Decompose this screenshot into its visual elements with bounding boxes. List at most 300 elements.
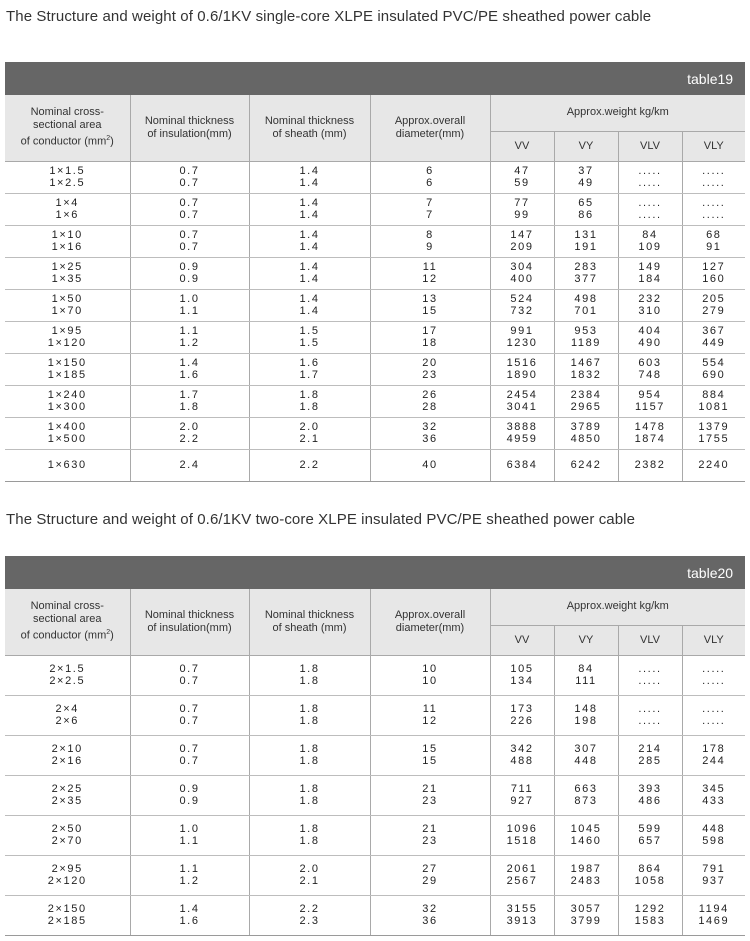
- header-nominal-cross-section: Nominal cross- sectional area of conductor $(mm^2)$: [5, 95, 130, 161]
- cell-value: .....: [702, 715, 726, 727]
- cell-vy: [554, 225, 618, 257]
- cell-value: 1×10: [51, 229, 83, 241]
- cell-value: 1.8: [299, 823, 320, 835]
- cell-sheath: [249, 655, 370, 695]
- cell-value: 8: [426, 229, 434, 241]
- cell-value: 1.4: [299, 165, 320, 177]
- cell-value: 1×120: [47, 337, 87, 349]
- cell-vly: [682, 257, 745, 289]
- cell-ins: [130, 257, 249, 289]
- cell-value: 2061: [506, 863, 538, 875]
- cell-vy: [554, 353, 618, 385]
- cell-value: 26: [422, 389, 438, 401]
- cell-value: 2.0: [299, 421, 320, 433]
- cell-vv: [490, 449, 554, 481]
- cell-sheath: [249, 417, 370, 449]
- cell-vv: [490, 815, 554, 855]
- cell-value: 84: [578, 663, 594, 675]
- cell-value: 524: [510, 293, 534, 305]
- table-label: table20: [5, 556, 745, 589]
- cell-value: 99: [514, 209, 530, 221]
- cell-value: 1.2: [179, 875, 200, 887]
- cell-value: 884: [702, 389, 726, 401]
- cell-size: [5, 417, 130, 449]
- cell-value: 21: [422, 783, 438, 795]
- cell-value: 307: [574, 743, 598, 755]
- cell-value: 1.4: [179, 357, 200, 369]
- cell-value: 1.8: [299, 663, 320, 675]
- cell-value: 2×150: [47, 903, 87, 915]
- cell-value: 36: [422, 433, 438, 445]
- header-vy: VY: [554, 625, 618, 655]
- cell-value: 1.5: [299, 325, 320, 337]
- cell-vv: [490, 193, 554, 225]
- cell-dia: [370, 895, 490, 935]
- cell-value: 1×500: [47, 433, 87, 445]
- cell-value: 1.8: [299, 401, 320, 413]
- cell-value: 1×25: [51, 261, 83, 273]
- cell-size: [5, 655, 130, 695]
- cell-dia: [370, 193, 490, 225]
- cell-value: 0.9: [179, 261, 200, 273]
- cell-value: 2×1.5: [49, 663, 86, 675]
- cell-value: 2.2: [299, 459, 320, 471]
- cell-value: 226: [510, 715, 534, 727]
- cell-size: [5, 895, 130, 935]
- cell-value: .....: [702, 197, 726, 209]
- cell-value: 214: [638, 743, 662, 755]
- cell-sheath: [249, 321, 370, 353]
- cell-value: 1.5: [299, 337, 320, 349]
- cell-value: 2.0: [299, 863, 320, 875]
- cell-value: 0.9: [179, 795, 200, 807]
- cell-value: 1×16: [51, 241, 83, 253]
- cell-ins: [130, 193, 249, 225]
- cell-value: 40: [422, 459, 438, 471]
- cell-value: 0.7: [179, 675, 200, 687]
- cell-value: 2382: [634, 459, 666, 471]
- cell-value: 448: [702, 823, 726, 835]
- cell-value: .....: [702, 675, 726, 687]
- cell-vlv: [618, 385, 682, 417]
- table-row: [5, 289, 745, 321]
- cell-value: 1.6: [179, 915, 200, 927]
- cell-value: 279: [702, 305, 726, 317]
- cell-value: 7: [426, 209, 434, 221]
- header-vly: VLY: [682, 625, 745, 655]
- cell-value: 1.2: [179, 337, 200, 349]
- cell-value: 1.8: [299, 715, 320, 727]
- table-row: [5, 855, 745, 895]
- cell-vly: [682, 655, 745, 695]
- cell-size: [5, 161, 130, 193]
- cell-value: 3888: [506, 421, 538, 433]
- header-overall-diameter: Approx.overall diameter(mm): [370, 589, 490, 655]
- cell-vy: [554, 289, 618, 321]
- cell-value: 86: [578, 209, 594, 221]
- cell-vly: [682, 775, 745, 815]
- cell-value: 1.4: [299, 305, 320, 317]
- cell-value: 15: [422, 305, 438, 317]
- header-approx-weight: Approx.weight kg/km: [490, 95, 745, 131]
- cell-value: 1.1: [179, 325, 200, 337]
- cell-value: 0.7: [179, 165, 200, 177]
- cell-value: 0.9: [179, 783, 200, 795]
- cell-sheath: [249, 895, 370, 935]
- cell-vy: [554, 321, 618, 353]
- cell-ins: [130, 225, 249, 257]
- cell-value: 127: [702, 261, 726, 273]
- cell-value: 1.4: [299, 241, 320, 253]
- cell-value: 1.4: [299, 261, 320, 273]
- cell-vy: [554, 815, 618, 855]
- cell-value: 17: [422, 325, 438, 337]
- cell-value: 1.4: [299, 273, 320, 285]
- cell-value: 0.7: [179, 209, 200, 221]
- table-row: [5, 655, 745, 695]
- cell-value: 0.7: [179, 663, 200, 675]
- cell-value: 2567: [506, 875, 538, 887]
- header-vlv: VLV: [618, 625, 682, 655]
- cell-value: 111: [575, 675, 597, 687]
- cell-value: 0.7: [179, 177, 200, 189]
- table-row: [5, 815, 745, 855]
- cell-value: 15: [422, 743, 438, 755]
- cell-value: 732: [510, 305, 534, 317]
- cell-size: [5, 775, 130, 815]
- cell-vv: [490, 257, 554, 289]
- cell-value: 2×6: [55, 715, 79, 727]
- cell-value: 1516: [506, 357, 538, 369]
- cell-vly: [682, 321, 745, 353]
- cell-dia: [370, 385, 490, 417]
- cell-value: 10: [422, 663, 438, 675]
- cell-vlv: [618, 193, 682, 225]
- cell-ins: [130, 655, 249, 695]
- cell-ins: [130, 417, 249, 449]
- cell-value: 2×95: [51, 863, 83, 875]
- cell-value: 345: [702, 783, 726, 795]
- cell-value: 1.8: [299, 835, 320, 847]
- cell-value: 178: [702, 743, 726, 755]
- cell-value: 310: [638, 305, 662, 317]
- cell-value: 23: [422, 835, 438, 847]
- cell-dia: [370, 225, 490, 257]
- cell-size: [5, 321, 130, 353]
- cell-value: 1.8: [299, 755, 320, 767]
- cell-value: .....: [702, 165, 726, 177]
- cell-ins: [130, 321, 249, 353]
- cell-value: 1×150: [47, 357, 87, 369]
- cell-value: 2×70: [51, 835, 83, 847]
- cell-value: 1.0: [179, 823, 200, 835]
- cell-vv: [490, 417, 554, 449]
- cell-value: 1081: [698, 401, 730, 413]
- cell-value: 1518: [506, 835, 538, 847]
- cell-value: 490: [638, 337, 662, 349]
- cell-dia: [370, 815, 490, 855]
- cell-vly: [682, 735, 745, 775]
- cell-sheath: [249, 735, 370, 775]
- cell-ins: [130, 815, 249, 855]
- cell-vy: [554, 695, 618, 735]
- cell-value: 232: [638, 293, 662, 305]
- cell-value: 65: [578, 197, 594, 209]
- table-row: [5, 321, 745, 353]
- cell-value: 91: [706, 241, 722, 253]
- cell-sheath: [249, 815, 370, 855]
- cell-value: 1987: [570, 863, 602, 875]
- cell-value: 1832: [570, 369, 602, 381]
- cell-value: 1.4: [299, 229, 320, 241]
- cell-value: 991: [510, 325, 534, 337]
- cell-sheath: [249, 385, 370, 417]
- cell-size: [5, 385, 130, 417]
- header-sheath-thickness: Nominal thickness of sheath (mm): [249, 95, 370, 161]
- cell-value: 1.8: [299, 703, 320, 715]
- cell-value: 2.2: [179, 433, 200, 445]
- cell-vlv: [618, 855, 682, 895]
- cell-value: 1755: [698, 433, 730, 445]
- cell-vlv: [618, 225, 682, 257]
- cell-value: 1.8: [299, 389, 320, 401]
- cell-value: 1.8: [299, 795, 320, 807]
- cell-value: 9: [426, 241, 434, 253]
- cell-value: .....: [638, 209, 662, 221]
- cell-size: [5, 449, 130, 481]
- cell-size: [5, 695, 130, 735]
- cell-value: 433: [702, 795, 726, 807]
- cell-value: 1×50: [51, 293, 83, 305]
- cell-value: .....: [638, 165, 662, 177]
- cell-value: 3155: [506, 903, 538, 915]
- cell-value: 131: [574, 229, 598, 241]
- cell-value: 2240: [698, 459, 730, 471]
- cell-size: [5, 735, 130, 775]
- cell-value: 0.7: [179, 743, 200, 755]
- cell-value: 711: [510, 783, 534, 795]
- cell-size: [5, 193, 130, 225]
- cell-value: 1.1: [179, 835, 200, 847]
- cell-dia: [370, 695, 490, 735]
- table-row: [5, 193, 745, 225]
- cell-value: 285: [638, 755, 662, 767]
- cell-value: 1583: [634, 915, 666, 927]
- cell-value: 11: [422, 703, 438, 715]
- cell-value: 599: [638, 823, 662, 835]
- cell-value: 2×35: [51, 795, 83, 807]
- cell-ins: [130, 855, 249, 895]
- cell-vv: [490, 895, 554, 935]
- cell-value: 1×95: [51, 325, 83, 337]
- cell-value: 1×185: [47, 369, 87, 381]
- cell-value: 244: [702, 755, 726, 767]
- cell-value: .....: [638, 197, 662, 209]
- cell-value: 1467: [570, 357, 602, 369]
- cell-value: 3057: [570, 903, 602, 915]
- cell-value: 13: [422, 293, 438, 305]
- table-row: [5, 449, 745, 481]
- cell-value: 20: [422, 357, 438, 369]
- cell-value: 2×10: [51, 743, 83, 755]
- cell-sheath: [249, 353, 370, 385]
- cell-value: 7: [426, 197, 434, 209]
- cell-value: 873: [574, 795, 598, 807]
- header-vly: VLY: [682, 131, 745, 161]
- cell-sheath: [249, 161, 370, 193]
- cell-value: 191: [574, 241, 598, 253]
- cell-value: 147: [510, 229, 534, 241]
- cell-value: 12: [422, 715, 438, 727]
- cell-value: 205: [702, 293, 726, 305]
- cell-value: 1379: [698, 421, 730, 433]
- cell-value: 59: [514, 177, 530, 189]
- cell-vlv: [618, 417, 682, 449]
- cell-sheath: [249, 289, 370, 321]
- cell-vlv: [618, 895, 682, 935]
- cell-dia: [370, 855, 490, 895]
- cell-value: 2×120: [47, 875, 87, 887]
- cell-value: 47: [514, 165, 530, 177]
- cell-value: 1890: [506, 369, 538, 381]
- table-label: table19: [5, 62, 745, 95]
- cell-value: 1.4: [299, 177, 320, 189]
- cell-value: 3041: [506, 401, 538, 413]
- cell-value: .....: [638, 715, 662, 727]
- table-row: [5, 775, 745, 815]
- cell-value: 23: [422, 369, 438, 381]
- cell-size: [5, 815, 130, 855]
- cell-vly: [682, 695, 745, 735]
- cell-value: 1.0: [179, 293, 200, 305]
- cell-value: 28: [422, 401, 438, 413]
- cell-size: [5, 353, 130, 385]
- cell-value: 160: [702, 273, 726, 285]
- cell-value: 1096: [506, 823, 538, 835]
- cell-value: 0.7: [179, 715, 200, 727]
- cell-value: 1.6: [179, 369, 200, 381]
- cell-vv: [490, 321, 554, 353]
- cell-value: 1.4: [299, 209, 320, 221]
- cell-value: 748: [638, 369, 662, 381]
- cell-vlv: [618, 695, 682, 735]
- cell-value: 701: [574, 305, 598, 317]
- cell-value: 2454: [506, 389, 538, 401]
- cell-vv: [490, 695, 554, 735]
- cell-value: 449: [702, 337, 726, 349]
- cell-value: 791: [702, 863, 726, 875]
- cell-vy: [554, 193, 618, 225]
- cell-dia: [370, 321, 490, 353]
- cell-ins: [130, 449, 249, 481]
- cell-value: 2.1: [299, 875, 320, 887]
- cell-value: 32: [422, 421, 438, 433]
- cell-value: 1.8: [299, 783, 320, 795]
- cell-value: 1194: [698, 903, 729, 915]
- cell-sheath: [249, 855, 370, 895]
- table-row: [5, 417, 745, 449]
- cell-value: 2.3: [299, 915, 320, 927]
- cell-vlv: [618, 775, 682, 815]
- cell-value: 927: [510, 795, 534, 807]
- cell-value: 690: [702, 369, 726, 381]
- cell-value: 6: [426, 177, 434, 189]
- header-sheath-thickness: Nominal thickness of sheath (mm): [249, 589, 370, 655]
- cell-value: 498: [574, 293, 598, 305]
- cell-ins: [130, 775, 249, 815]
- cell-value: 448: [574, 755, 598, 767]
- cell-value: 0.7: [179, 703, 200, 715]
- cell-value: 36: [422, 915, 438, 927]
- cell-vv: [490, 735, 554, 775]
- cell-value: 37: [578, 165, 594, 177]
- cell-value: 1×4: [55, 197, 79, 209]
- cell-value: 2×50: [51, 823, 83, 835]
- cell-value: 2.1: [299, 433, 320, 445]
- cell-vv: [490, 353, 554, 385]
- cell-value: 148: [574, 703, 598, 715]
- cell-value: 2×25: [51, 783, 83, 795]
- cell-vv: [490, 289, 554, 321]
- cell-vy: [554, 161, 618, 193]
- cell-value: 1.8: [299, 675, 320, 687]
- cell-value: 11: [422, 261, 438, 273]
- cell-value: 18: [422, 337, 438, 349]
- cell-vy: [554, 655, 618, 695]
- cell-value: 1×1.5: [49, 165, 86, 177]
- cell-value: 0.7: [179, 197, 200, 209]
- section-title-single-core: The Structure and weight of 0.6/1KV single-core XLPE insulated PVC/PE sheathed power cable: [6, 8, 652, 25]
- cell-sheath: [249, 225, 370, 257]
- cell-value: 1.4: [299, 197, 320, 209]
- cell-value: 1×300: [47, 401, 87, 413]
- cell-value: 1230: [506, 337, 538, 349]
- table-row: [5, 257, 745, 289]
- cell-value: 6384: [506, 459, 538, 471]
- cell-value: 598: [702, 835, 726, 847]
- cell-value: 486: [638, 795, 662, 807]
- cell-value: 105: [510, 663, 534, 675]
- table-row: [5, 895, 745, 935]
- cell-value: 393: [638, 783, 662, 795]
- cell-vlv: [618, 449, 682, 481]
- cell-value: 3913: [506, 915, 538, 927]
- cell-ins: [130, 735, 249, 775]
- cell-value: 27: [422, 863, 438, 875]
- cell-value: 1×400: [47, 421, 87, 433]
- cell-vly: [682, 289, 745, 321]
- header-approx-weight: Approx.weight kg/km: [490, 589, 745, 625]
- cell-value: 554: [702, 357, 726, 369]
- cell-dia: [370, 735, 490, 775]
- cell-value: 0.7: [179, 755, 200, 767]
- cell-value: 29: [422, 875, 438, 887]
- cell-vlv: [618, 257, 682, 289]
- cell-value: 21: [422, 823, 438, 835]
- cell-value: 2×4: [55, 703, 79, 715]
- table-single-core: [5, 62, 745, 482]
- cell-value: 1.4: [179, 903, 200, 915]
- cell-vv: [490, 161, 554, 193]
- cell-value: 2384: [570, 389, 602, 401]
- cell-value: 173: [510, 703, 534, 715]
- cell-value: 1.7: [299, 369, 320, 381]
- cell-vly: [682, 815, 745, 855]
- cell-value: 1.1: [179, 305, 200, 317]
- cell-vly: [682, 353, 745, 385]
- cell-dia: [370, 655, 490, 695]
- cell-value: 2×185: [47, 915, 87, 927]
